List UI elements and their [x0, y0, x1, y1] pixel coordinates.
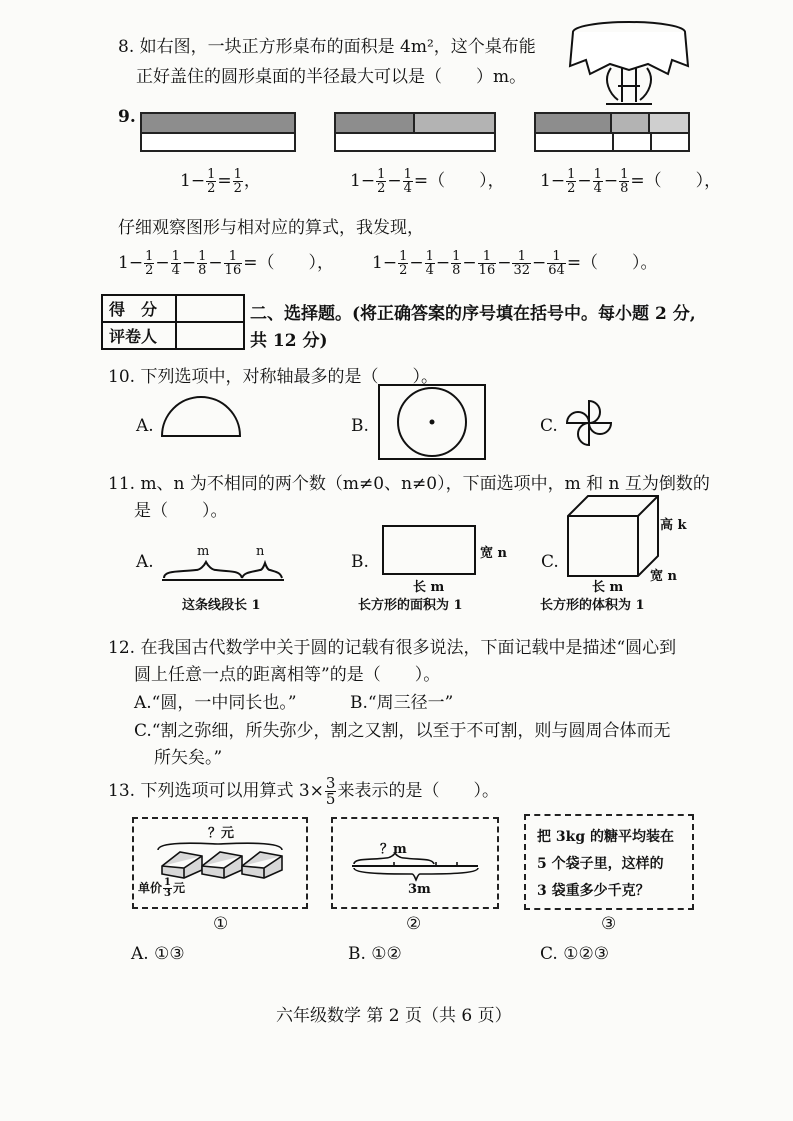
page-footer: 六年级数学 第 2 页（共 6 页） [276, 1006, 512, 1026]
cuboid-diagram [566, 494, 662, 578]
label-m: m [197, 544, 210, 559]
q12-line1: 12. 在我国古代数学中关于圆的记载有很多说法，下面记载中是描述“圆心到 [108, 638, 677, 658]
score-cell[interactable] [176, 295, 244, 322]
pinwheel-shape [564, 398, 614, 448]
box3-line1: 把 3kg 的糖平均装在 [537, 829, 674, 845]
grader-label: 评卷人 [102, 322, 176, 349]
q9-observe: 仔细观察图形与相对应的算式，我发现， [118, 218, 424, 238]
q11-option-b[interactable]: B. [351, 552, 369, 572]
label-high-k: 高 k [660, 518, 687, 533]
q9-bottom-expr-2: 1− $\frac{1}{2}$ − $\frac{1}{4}$ − $\frac{1}{8}$ − $\frac{1}{16}$ − $\frac{1}{32}$ − $\frac{1}{64}$ =（ ）。 [372, 249, 658, 278]
q9-bar-1 [140, 112, 296, 152]
q13-option-c[interactable]: C. ①②③ [540, 944, 609, 964]
box2-unknown: ？m [380, 842, 407, 857]
label-long-m-c: 长 m [592, 580, 624, 595]
label-circle-1: ① [213, 914, 229, 934]
grader-cell[interactable] [176, 322, 244, 349]
rectangle-diagram [382, 525, 476, 575]
score-label: 得 分 [102, 295, 176, 322]
q12-option-b[interactable]: B.“周三径一” [350, 693, 454, 713]
box3-line2: 5 个袋子里，这样的 [537, 856, 664, 872]
q10-option-a[interactable]: A. [136, 416, 154, 436]
table-illustration [566, 20, 692, 108]
q9-bottom-expr-1: 1− $\frac{1}{2}$ − $\frac{1}{4}$ − $\frac{1}{8}$ − $\frac{1}{16}$ =（ ）， [118, 249, 334, 278]
box1-unknown: ？元 [208, 826, 235, 841]
q11-option-a[interactable]: A. [136, 552, 154, 572]
q9-number: 9. [118, 107, 136, 127]
q11-line1: 11. m、n 为不相同的两个数（m≠0、n≠0），下面选项中，m 和 n 互为倒数的 [108, 474, 710, 494]
q9-bar-2 [334, 112, 496, 152]
label-wide-n-b: 宽 n [480, 546, 507, 561]
caption-b: 长方形的面积为 1 [358, 598, 463, 613]
section2-title: 二、选择题。(将正确答案的序号填在括号中。每小题 2 分, [250, 304, 696, 324]
erasers-illustration [152, 836, 292, 884]
segment-3m-diagram [350, 852, 482, 882]
label-circle-2: ② [406, 914, 422, 934]
circle-in-rectangle-shape [378, 384, 486, 460]
q11-option-c[interactable]: C. [541, 552, 559, 572]
q13-question: 13. 下列选项可以用算式 3× $\frac{3}{5}$ 来表示的是（ ）。 [108, 774, 499, 808]
q12-option-c-cont: 所矢矣。” [154, 748, 223, 768]
q8-line1: 8. 如右图，一块正方形桌布的面积是 4m²，这个桌布能 [118, 37, 536, 57]
q8-line2: 正好盖住的圆形桌面的半径最大可以是（ ）m。 [136, 67, 527, 87]
q12-line2: 圆上任意一点的距离相等”的是（ ）。 [134, 665, 441, 685]
q9-expr-1: 1− $\frac{1}{2}$ = $\frac{1}{2}$ ， [180, 167, 261, 196]
box3-line3: 3 袋重多少千克？ [537, 883, 650, 899]
q10-option-b[interactable]: B. [351, 416, 369, 436]
q10-question: 10. 下列选项中，对称轴最多的是（ ）。 [108, 367, 438, 387]
segment-diagram [160, 560, 286, 586]
label-n: n [256, 544, 265, 559]
q12-option-a[interactable]: A.“圆，一中同长也。” [134, 693, 297, 713]
box1-unit-price: 单价 $\frac{1}{3}$ 元 [138, 877, 185, 899]
q9-expr-3: 1− $\frac{1}{2}$ − $\frac{1}{4}$ − $\frac{1}{8}$ =（ ）， [540, 167, 722, 196]
semicircle-shape [160, 393, 242, 438]
q9-bar-3 [534, 112, 690, 152]
label-wide-n-c: 宽 n [650, 569, 677, 584]
q13-option-a[interactable]: A. ①③ [131, 944, 185, 964]
q13-option-b[interactable]: B. ①② [348, 944, 402, 964]
q11-line2: 是（ ）。 [134, 501, 228, 521]
caption-c: 长方形的体积为 1 [540, 598, 645, 613]
q12-option-c[interactable]: C.“割之弥细，所失弥少，割之又割，以至于不可割，则与圆周合体而无 [134, 721, 671, 741]
label-long-m-b: 长 m [413, 580, 445, 595]
caption-a: 这条线段长 1 [182, 598, 261, 613]
score-table [101, 294, 245, 350]
q9-expr-2: 1− $\frac{1}{2}$ − $\frac{1}{4}$ =（ ）， [350, 167, 505, 196]
q10-option-c[interactable]: C. [540, 416, 558, 436]
label-circle-3: ③ [601, 914, 617, 934]
box2-length: 3m [408, 882, 431, 897]
section2-subtitle: 共 12 分) [250, 331, 328, 351]
